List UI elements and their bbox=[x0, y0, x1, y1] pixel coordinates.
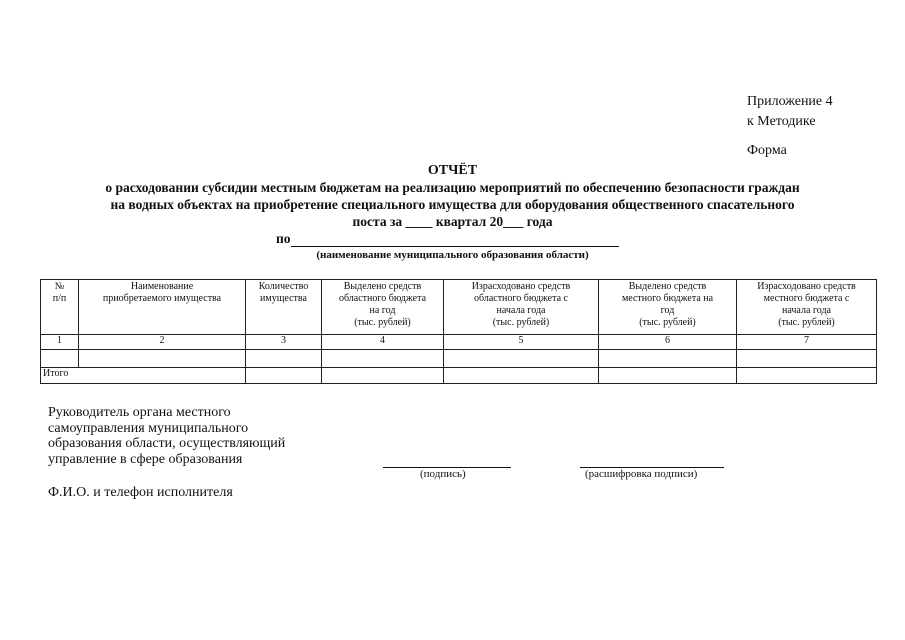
table-cell[interactable] bbox=[599, 350, 737, 368]
executor-info: Ф.И.О. и телефон исполнителя bbox=[48, 485, 233, 500]
total-row bbox=[41, 368, 877, 384]
table-cell[interactable] bbox=[737, 350, 877, 368]
municipality-prefix: по bbox=[276, 231, 291, 246]
column-number-row bbox=[41, 335, 877, 350]
table-cell[interactable] bbox=[322, 350, 444, 368]
column-number-cell: 1 bbox=[41, 335, 79, 350]
table-cell[interactable] bbox=[246, 368, 322, 384]
column-number-cell: 6 bbox=[599, 335, 737, 350]
municipality-hint: (наименование муниципального образования области) bbox=[316, 249, 589, 261]
column-number-cell: 7 bbox=[737, 335, 877, 350]
signature-decode-caption: (расшифровка подписи) bbox=[585, 468, 698, 480]
municipality-blank-line bbox=[291, 233, 619, 247]
report-title-line-1: о расходовании субсидии местным бюджетам на реализацию мероприятий по обеспечению безопасности граждан bbox=[105, 180, 800, 195]
report-table bbox=[40, 279, 877, 384]
table-cell[interactable] bbox=[444, 368, 599, 384]
signature-caption: (подпись) bbox=[420, 468, 466, 480]
column-number-cell: 4 bbox=[322, 335, 444, 350]
form-label: Форма bbox=[747, 143, 787, 158]
col-header-local-spent: Израсходовано средств местного бюджета с начала года (тыс. рублей) bbox=[737, 280, 877, 335]
table-cell[interactable] bbox=[737, 368, 877, 384]
col-header-quantity: Количество имущества bbox=[246, 280, 322, 335]
appendix-number: Приложение 4 bbox=[747, 94, 833, 109]
table-cell[interactable] bbox=[246, 350, 322, 368]
table-cell[interactable] bbox=[444, 350, 599, 368]
table-header-row bbox=[41, 280, 877, 335]
appendix-reference bbox=[747, 92, 833, 132]
table-cell[interactable] bbox=[322, 368, 444, 384]
report-title-line-3: поста за ____ квартал 20___ года bbox=[352, 214, 553, 229]
col-header-local-allocated: Выделено средств местного бюджета на год (тыс. рублей) bbox=[599, 280, 737, 335]
col-header-regional-spent: Израсходовано средств областного бюджета с начала года (тыс. рублей) bbox=[444, 280, 599, 335]
col-header-item-name: Наименование приобретаемого имущества bbox=[79, 280, 246, 335]
table-row bbox=[41, 350, 877, 368]
table-cell[interactable] bbox=[79, 350, 246, 368]
municipality-field bbox=[276, 231, 619, 247]
report-title-line-2: на водных объектах на приобретение специального имущества для оборудования общественного спасательного bbox=[110, 197, 795, 212]
column-number-cell: 3 bbox=[246, 335, 322, 350]
table-cell[interactable] bbox=[41, 350, 79, 368]
column-number-cell: 2 bbox=[79, 335, 246, 350]
report-heading: ОТЧЁТ bbox=[427, 163, 478, 178]
appendix-method: к Методике bbox=[747, 114, 816, 129]
col-header-regional-allocated: Выделено средств областного бюджета на год (тыс. рублей) bbox=[322, 280, 444, 335]
signatory-description: Руководитель органа местного самоуправления муниципального образования области, осуществляющий управление в сфере образования bbox=[48, 405, 286, 467]
column-number-cell: 5 bbox=[444, 335, 599, 350]
total-label: Итого bbox=[41, 368, 246, 384]
col-header-number: № п/п bbox=[41, 280, 79, 335]
table-cell[interactable] bbox=[599, 368, 737, 384]
